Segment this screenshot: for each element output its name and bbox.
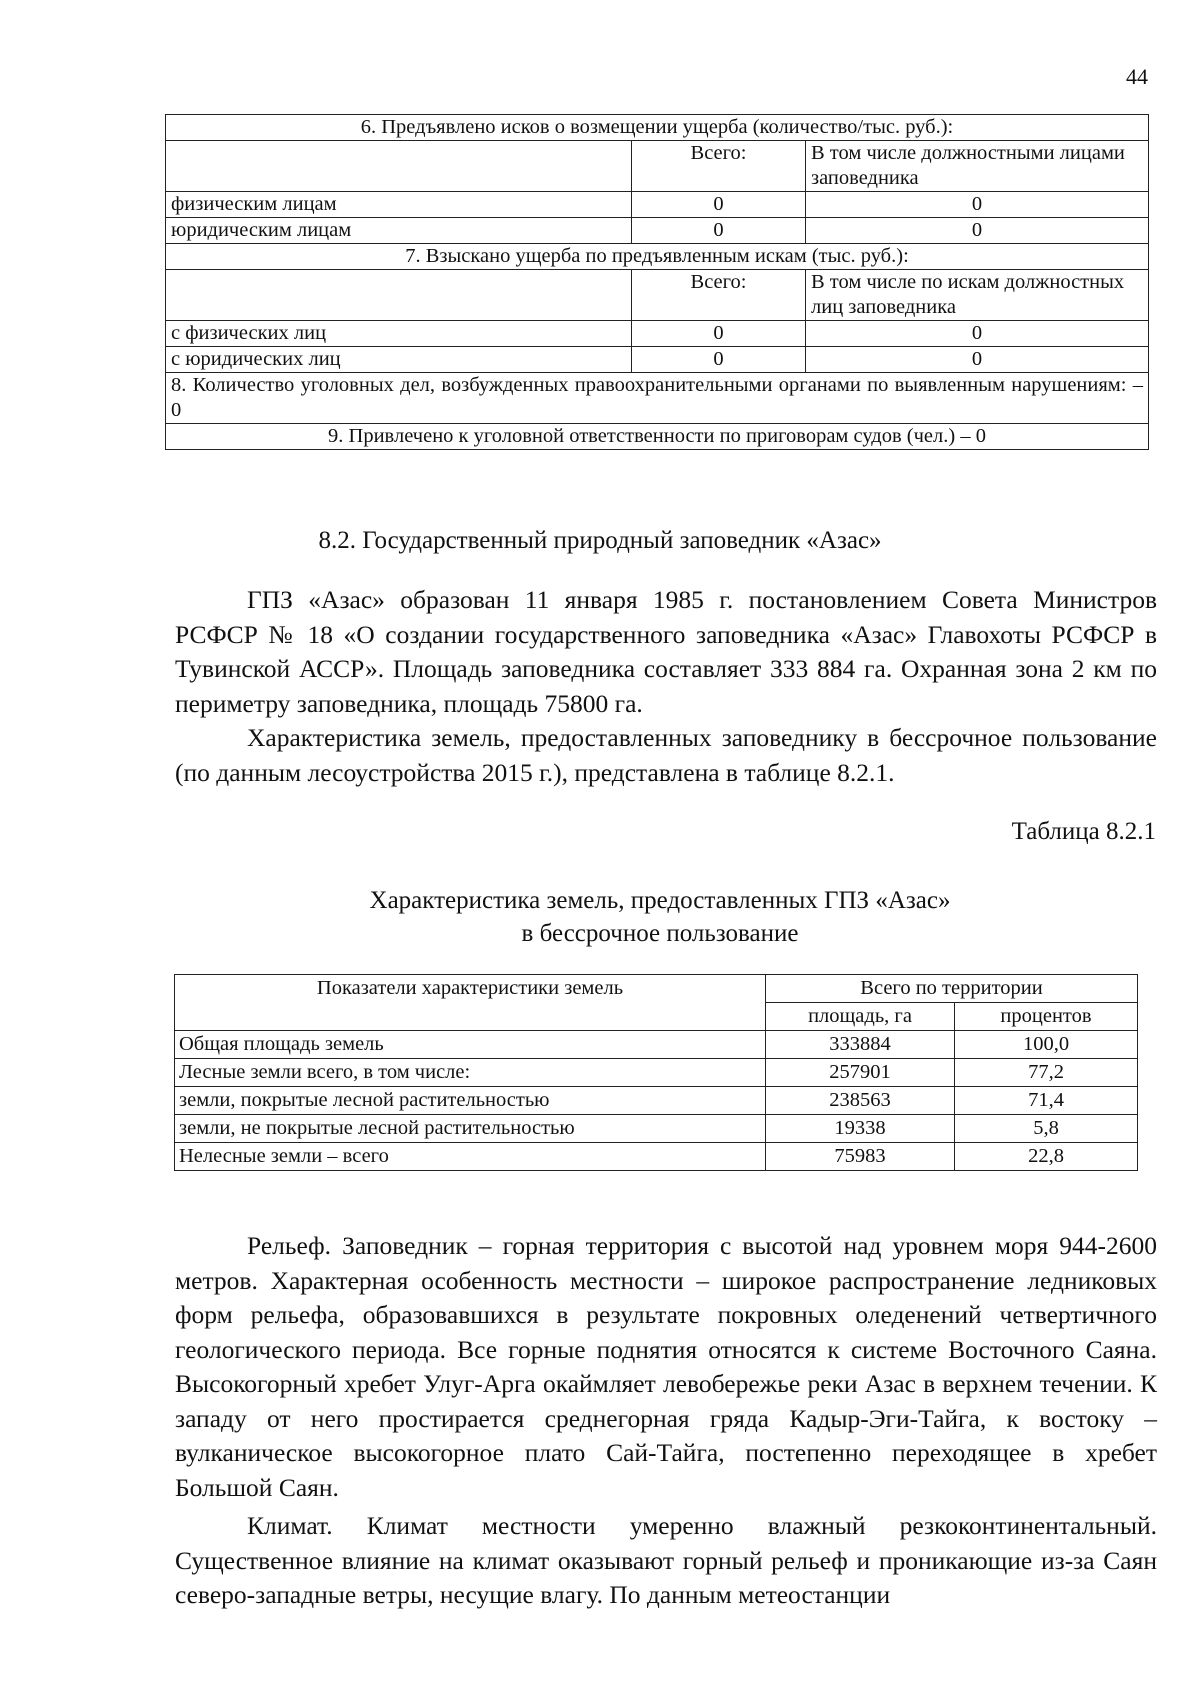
table-cell-area: 75983 (766, 1143, 955, 1171)
table-cell-percent: 22,8 (955, 1143, 1138, 1171)
paragraph-intro: ГПЗ «Азас» образован 11 января 1985 г. постановлением Совета Министров РСФСР № 18 «О создании государственного заповедника «Азас» Главохоты РСФСР в Тувинской АССР». Площадь заповедника составляет 333 884 га. Охранная зона 2 км по периметру заповедника, площадь 75800 га. (175, 585, 1157, 718)
table-row (166, 373, 1149, 424)
header-area: площадь, га (766, 1003, 955, 1031)
page-number: 44 (1126, 64, 1148, 89)
table-title-line2: в бессрочное пользование (521, 920, 799, 947)
table-cell-empty (166, 270, 632, 321)
table-cell-label: с юридических лиц (166, 347, 632, 373)
table-cell-officials: 0 (806, 218, 1149, 244)
table-cell-officials: 0 (806, 347, 1149, 373)
table-cell-area: 257901 (766, 1059, 955, 1087)
table-cell-label: Общая площадь земель (175, 1031, 766, 1059)
table-row (175, 1087, 1138, 1115)
table-header-row (175, 975, 1138, 1003)
claims-row8: 8. Количество уголовных дел, возбужденных правоохранительными органами по выявленным нарушениям: – 0 (166, 373, 1149, 424)
land-table (174, 974, 1138, 1171)
claims-row6-col-total: Всего: (632, 141, 806, 192)
table-cell-total: 0 (632, 321, 806, 347)
table-label: Таблица 8.2.1 (1011, 818, 1156, 845)
table-cell-area: 238563 (766, 1087, 955, 1115)
header-indicators: Показатели характеристики земель (175, 975, 766, 1031)
table-cell-officials: 0 (806, 321, 1149, 347)
table-cell-percent: 100,0 (955, 1031, 1138, 1059)
table-row (166, 244, 1149, 270)
table-cell-label: юридическим лицам (166, 218, 632, 244)
table-cell-total: 0 (632, 218, 806, 244)
table-row (166, 347, 1149, 373)
table-cell-percent: 5,8 (955, 1115, 1138, 1143)
table-cell-officials: 0 (806, 192, 1149, 218)
table-cell-label: физическим лицам (166, 192, 632, 218)
table-row (175, 1059, 1138, 1087)
table-row (175, 1031, 1138, 1059)
claims-row7-col-total: Всего: (632, 270, 806, 321)
table-cell-area: 19338 (766, 1115, 955, 1143)
table-row (166, 141, 1149, 192)
table-row (166, 321, 1149, 347)
claims-row7-title: 7. Взыскано ущерба по предъявленным искам (тыс. руб.): (166, 244, 1149, 270)
table-title-line1: Характеристика земель, предоставленных ГПЗ «Азас» (369, 887, 951, 914)
table-row (175, 1143, 1138, 1171)
claims-row9: 9. Привлечено к уголовной ответственности по приговорам судов (чел.) – 0 (166, 424, 1149, 450)
claims-table (165, 114, 1149, 450)
table-row (166, 115, 1149, 141)
table-row (166, 424, 1149, 450)
claims-row6-title: 6. Предъявлено исков о возмещении ущерба (количество/тыс. руб.): (166, 115, 1149, 141)
table-cell-label: Нелесные земли – всего (175, 1143, 766, 1171)
claims-row7-col-officials: В том числе по искам должностных лиц заповедника (806, 270, 1149, 321)
paragraph-lands: Характеристика земель, предоставленных заповеднику в бессрочное пользование (по данным лесоустройства 2015 г.), представлена в таблице 8.2.1. (175, 723, 1157, 787)
header-percent: процентов (955, 1003, 1138, 1031)
table-cell-percent: 77,2 (955, 1059, 1138, 1087)
table-cell-total: 0 (632, 347, 806, 373)
table-row (166, 270, 1149, 321)
table-cell-label: земли, не покрытые лесной растительностью (175, 1115, 766, 1143)
paragraph-relief: Рельеф. Заповедник – горная территория с высотой над уровнем моря 944-2600 метров. Характерная особенность местности – широкое распространение ледниковых форм рельефа, образовавшихся в результате покровных оледенений четвертичного геологического периода. Все горные поднятия относятся к системе Восточного Саяна. Высокогорный хребет Улуг-Арга окаймляет левобережье реки Азас в верхнем течении. К западу от него простирается среднегорная гряда Кадыр-Эги-Тайга, к востоку – вулканическое высокогорное плато Сай-Тайга, постепенно переходящее в хребет Большой Саян. (175, 1231, 1157, 1502)
table-cell-label: с физических лиц (166, 321, 632, 347)
table-row (166, 192, 1149, 218)
table-row (175, 1115, 1138, 1143)
table-cell-label: Лесные земли всего, в том числе: (175, 1059, 766, 1087)
table-cell-empty (166, 141, 632, 192)
claims-row6-col-officials: В том числе должностными лицами заповедника (806, 141, 1149, 192)
table-row (166, 218, 1149, 244)
table-cell-area: 333884 (766, 1031, 955, 1059)
header-total: Всего по территории (766, 975, 1138, 1003)
paragraph-climate: Климат. Климат местности умеренно влажный резкоконтинентальный. Существенное влияние на климат оказывают горный рельеф и проникающие из-за Саян северо-западные ветры, несущие влагу. По данным метеостанции (175, 1511, 1157, 1609)
table-cell-percent: 71,4 (955, 1087, 1138, 1115)
table-cell-total: 0 (632, 192, 806, 218)
section-title: 8.2. Государственный природный заповедник «Азас» (318, 527, 882, 554)
table-cell-label: земли, покрытые лесной растительностью (175, 1087, 766, 1115)
